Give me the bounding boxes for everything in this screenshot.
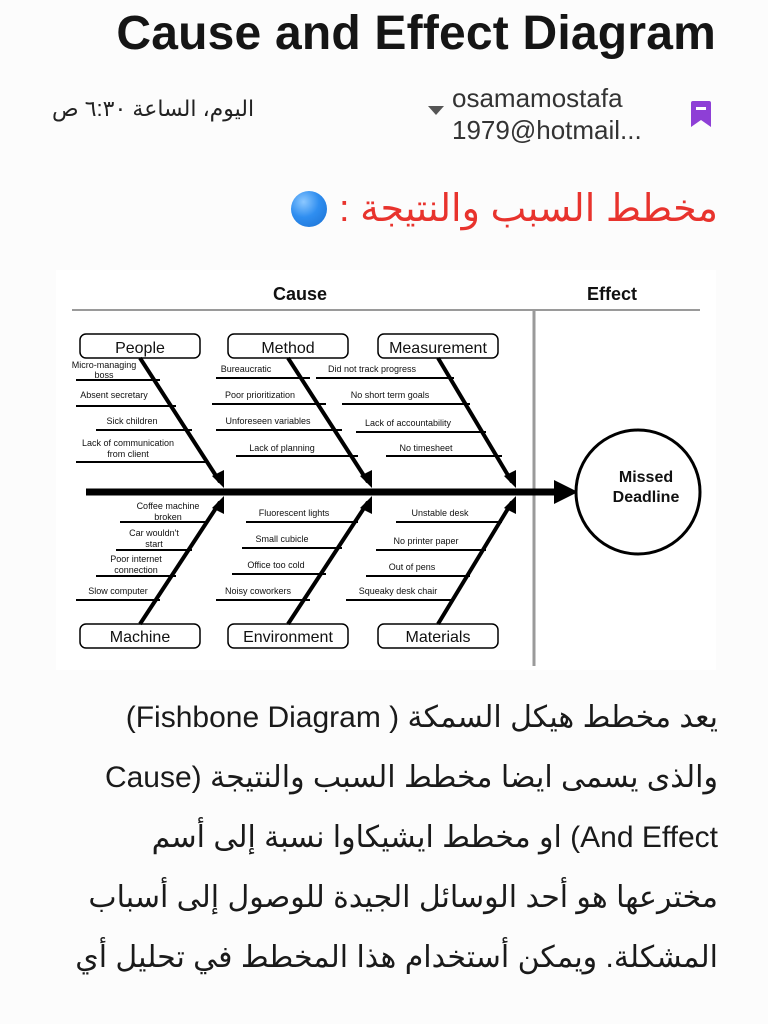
cause-machine-2: Car wouldn't	[129, 528, 179, 538]
cause-people-3: Sick children	[106, 416, 158, 426]
chevron-down-icon[interactable]	[428, 106, 444, 115]
blue-circle-icon	[291, 191, 327, 227]
cause-people-2: Absent secretary	[80, 390, 148, 400]
post-date: اليوم، الساعة ٦:٣٠ ص	[52, 96, 255, 121]
author-name-line2: 1979@hotmail...	[452, 115, 642, 145]
cause-machine-1b: broken	[154, 512, 182, 522]
body-line-4: مخترعها هو أحد الوسائل الجيدة للوصول إلى أسباب	[88, 881, 718, 914]
page-title: Cause and Effect Diagram	[116, 7, 716, 60]
cause-method-2: Poor prioritization	[224, 390, 296, 400]
bookmark-icon[interactable]	[690, 100, 712, 128]
cause-materials-2: No printer paper	[393, 536, 459, 546]
cause-environment-1: Fluorescent lights	[258, 508, 330, 518]
cause-people-4: Lack of communication	[81, 438, 175, 448]
effect-label-line2: Deadline	[612, 489, 680, 506]
category-measurement: Measurement	[389, 340, 487, 357]
effect-label-line1: Missed	[618, 469, 674, 486]
cause-people-1: Micro-managing	[71, 360, 137, 370]
cause-method-4: Lack of planning	[249, 443, 315, 453]
section-heading	[291, 186, 718, 231]
cause-machine-1: Coffee machine	[136, 501, 200, 511]
fishbone-diagram-image	[56, 270, 716, 670]
cause-machine-3b: connection	[114, 565, 158, 575]
cause-environment-3: Office too cold	[247, 560, 305, 570]
author-name-line1: osamamostafa	[452, 83, 623, 113]
category-method: Method	[261, 340, 315, 357]
author-name[interactable]	[452, 82, 642, 146]
author-selector[interactable]	[428, 80, 728, 150]
cause-machine-2b: start	[145, 539, 163, 549]
body-line-3: And Effect) او مخطط ايشيكاوا نسبة إلى أسم	[151, 821, 718, 854]
cause-header: Cause	[272, 284, 328, 304]
cause-materials-4: Squeaky desk chair	[358, 586, 438, 596]
body-line-1: يعد مخطط هيكل السمكة ( Fishbone Diagram)	[125, 701, 718, 734]
cause-method-1: Bureaucratic	[220, 364, 272, 374]
category-machine: Machine	[109, 629, 171, 646]
cause-method-3: Unforeseen variables	[225, 416, 311, 426]
body-line-5: المشكلة. ويمكن أستخدام هذا المخطط في تحليل أي	[75, 941, 718, 974]
category-materials: Materials	[405, 629, 471, 646]
cause-people-1b: boss	[94, 370, 114, 380]
cause-machine-3: Poor internet	[110, 554, 162, 564]
post-meta	[0, 80, 768, 150]
cause-people-4b: from client	[107, 449, 149, 459]
cause-machine-4: Slow computer	[88, 586, 148, 596]
body-line-2: والذى يسمى ايضا مخطط السبب والنتيجة (Cause	[104, 761, 718, 794]
section-heading-text: مخطط السبب والنتيجة :	[339, 188, 718, 230]
category-people: People	[115, 340, 165, 357]
cause-materials-1: Unstable desk	[411, 508, 469, 518]
cause-environment-4: Noisy coworkers	[224, 586, 292, 596]
article-body	[50, 688, 718, 988]
cause-measurement-4: No timesheet	[399, 443, 453, 453]
cause-environment-2: Small cubicle	[255, 534, 309, 544]
cause-measurement-2: No short term goals	[350, 390, 430, 400]
effect-header: Effect	[586, 284, 638, 304]
cause-measurement-1: Did not track progress	[327, 364, 417, 374]
cause-measurement-3: Lack of accountability	[364, 418, 452, 428]
cause-materials-3: Out of pens	[388, 562, 436, 572]
category-environment: Environment	[243, 629, 333, 646]
